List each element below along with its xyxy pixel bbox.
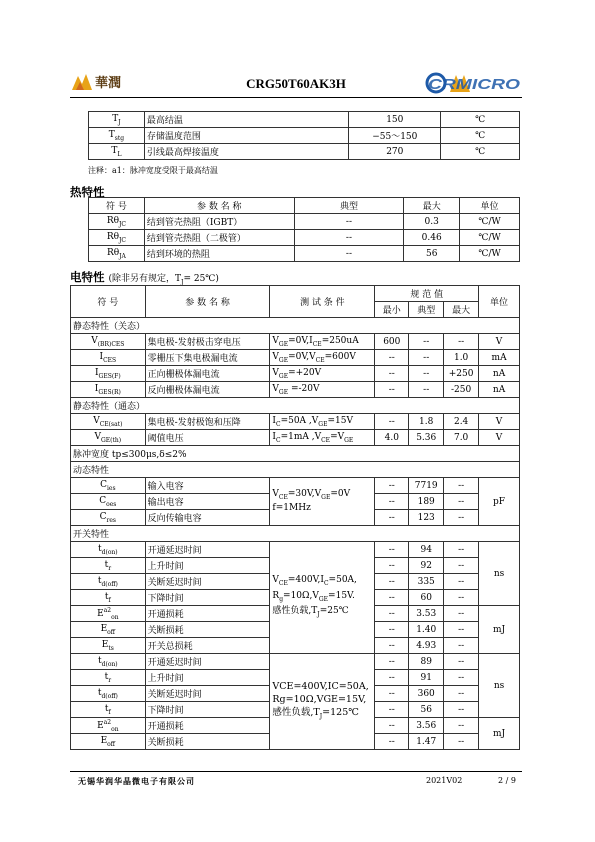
symbol-cell xyxy=(71,606,146,622)
thermal-section-title: 热特性 xyxy=(70,185,105,199)
param-cell: 开通损耗 xyxy=(145,718,270,734)
min-cell: -- xyxy=(375,558,409,574)
value-cell: 150 xyxy=(349,112,441,128)
param-cell: 关断延迟时间 xyxy=(145,574,270,590)
footer-company: 无锡华润华晶微电子有限公司 xyxy=(78,777,195,786)
footnote: 注释：a1：脉冲宽度受限于最高结温 xyxy=(88,166,218,175)
column-header: 最小 xyxy=(375,302,409,318)
typ-cell: 56 xyxy=(409,702,444,718)
symbol-cell xyxy=(71,718,146,734)
unit-cell: pF xyxy=(479,478,520,526)
logo-left-text: 華潤 xyxy=(95,76,122,91)
table-row xyxy=(71,430,520,446)
min-cell: -- xyxy=(375,718,409,734)
unit-cell: ns xyxy=(479,654,520,718)
symbol-cell xyxy=(71,334,146,350)
typ-cell: -- xyxy=(294,230,404,246)
section-label: 动态特性 xyxy=(71,462,520,478)
param-cell: 最高结温 xyxy=(144,112,349,128)
min-cell: -- xyxy=(375,494,409,510)
min-cell: -- xyxy=(375,590,409,606)
typ-cell: 3.53 xyxy=(409,606,444,622)
min-cell: -- xyxy=(375,654,409,670)
max-cell: -- xyxy=(444,622,479,638)
symbol: $E_{off}$ xyxy=(100,623,116,636)
typ-cell: 123 xyxy=(409,510,444,526)
typ-cell: 92 xyxy=(409,558,444,574)
symbol-cell xyxy=(71,494,146,510)
company-logo-right xyxy=(424,70,522,96)
symbol-cell xyxy=(71,510,146,526)
unit-cell: V xyxy=(479,334,520,350)
symbol: $t_{d(on)}$ xyxy=(98,543,118,556)
unit-cell: mJ xyxy=(479,718,520,750)
param-cell: 关断损耗 xyxy=(145,622,270,638)
typ-cell: 1.8 xyxy=(409,414,444,430)
value-cell: 270 xyxy=(349,144,441,160)
symbol-cell xyxy=(71,478,146,494)
typ-cell: 94 xyxy=(409,542,444,558)
min-cell: -- xyxy=(375,606,409,622)
symbol-cell xyxy=(71,702,146,718)
param-cell: 上升时间 xyxy=(145,670,270,686)
table-row xyxy=(89,246,520,262)
table-row xyxy=(89,214,520,230)
min-cell: -- xyxy=(375,366,409,382)
section-label: 脉冲宽度 tp≤300μs,δ≤2% xyxy=(71,446,520,462)
symbol-cell xyxy=(71,654,146,670)
table-row xyxy=(71,366,520,382)
max-cell: -- xyxy=(444,654,479,670)
symbol-cell xyxy=(89,112,145,128)
symbol: $t_{d(off)}$ xyxy=(97,575,118,588)
param-cell: 结到环境的热阻 xyxy=(144,246,294,262)
condition-cell: $I_C=1mA$ $,V_{CE}=V_{GE}$ xyxy=(270,430,375,446)
typ-cell: -- xyxy=(409,334,444,350)
min-cell: 600 xyxy=(375,334,409,350)
symbol: $E_{ts}$ xyxy=(101,639,114,652)
max-cell: -- xyxy=(444,334,479,350)
column-header: 规 范 值 xyxy=(375,286,479,302)
symbol-cell xyxy=(71,542,146,558)
typ-cell: 5.36 xyxy=(409,430,444,446)
column-header: 符 号 xyxy=(89,198,145,214)
column-header: 单位 xyxy=(479,286,520,318)
symbol: $V_{(BR)CES}$ xyxy=(91,335,125,348)
symbol-cell xyxy=(71,686,146,702)
condition-cell: $V_{GE}=0V,V_{CE}=600V$ xyxy=(270,350,375,366)
param-cell: 输出电容 xyxy=(145,494,270,510)
param-cell: 正向栅极体漏电流 xyxy=(145,366,270,382)
symbol-cell xyxy=(89,144,145,160)
column-header: 典型 xyxy=(409,302,444,318)
max-cell: -- xyxy=(444,574,479,590)
param-cell: 反向栅极体漏电流 xyxy=(145,382,270,398)
symbol: $R\theta_{JC}$ xyxy=(106,231,127,244)
table-row xyxy=(71,654,520,670)
table-row xyxy=(71,478,520,494)
condition-cell: $I_C=50A$ $,V_{GE}=15V$ xyxy=(270,414,375,430)
condition-cell: $V_{CE}=400V,I_C=50A$, $R_g=10\Omega,V_{GE}=15V$. 感性负载$,T_J=25℃$ xyxy=(270,542,375,654)
typ-cell: -- xyxy=(409,350,444,366)
column-header: 典型 xyxy=(294,198,404,214)
param-cell: 零栅压下集电极漏电流 xyxy=(145,350,270,366)
unit-cell: V xyxy=(479,414,520,430)
section-label: 静态特性（关态） xyxy=(71,318,520,334)
max-cell: -- xyxy=(444,734,479,750)
typ-cell: -- xyxy=(294,214,404,230)
symbol-cell xyxy=(71,430,146,446)
typ-cell: 360 xyxy=(409,686,444,702)
column-header: 最大 xyxy=(404,198,460,214)
table-row xyxy=(89,128,520,144)
symbol-cell xyxy=(71,414,146,430)
symbol: $T_J$ xyxy=(112,113,121,126)
section-row xyxy=(71,398,520,414)
param-cell: 集电极-发射极击穿电压 xyxy=(145,334,270,350)
symbol: $T_{stg}$ xyxy=(108,129,125,142)
typ-cell: 4.93 xyxy=(409,638,444,654)
section-row xyxy=(71,526,520,542)
column-header: 符 号 xyxy=(71,286,146,318)
symbol: $E^{a2}_{on}$ xyxy=(97,718,119,733)
min-cell: -- xyxy=(375,350,409,366)
typ-cell: 1.47 xyxy=(409,734,444,750)
footer-version: 2021V02 xyxy=(426,776,463,785)
typ-cell: 3.56 xyxy=(409,718,444,734)
condition-cell: VCE=400V,IC=50A, Rg=10Ω,VGE=15V, 感性负载$,T_J=125℃$ xyxy=(270,654,375,750)
table-row xyxy=(89,144,520,160)
symbol-cell xyxy=(71,622,146,638)
min-cell: -- xyxy=(375,734,409,750)
thermal-table xyxy=(88,197,520,262)
min-cell: -- xyxy=(375,478,409,494)
symbol: $C_{oes}$ xyxy=(99,495,117,508)
min-cell: -- xyxy=(375,622,409,638)
param-cell: 集电极-发射极饱和压降 xyxy=(145,414,270,430)
unit-cell: ℃ xyxy=(441,144,520,160)
max-cell: -- xyxy=(444,606,479,622)
table-row xyxy=(71,334,520,350)
symbol-cell xyxy=(71,670,146,686)
table-row xyxy=(89,230,520,246)
param-cell: 结到管壳热阻（二极管） xyxy=(144,230,294,246)
param-cell: 反向传输电容 xyxy=(145,510,270,526)
param-cell: 关断延迟时间 xyxy=(145,686,270,702)
typ-cell: -- xyxy=(294,246,404,262)
symbol: $E_{off}$ xyxy=(100,735,116,748)
max-cell: -- xyxy=(444,510,479,526)
max-cell: -- xyxy=(444,494,479,510)
max-cell: 0.3 xyxy=(404,214,460,230)
param-cell: 开关总损耗 xyxy=(145,638,270,654)
param-cell: 存储温度范围 xyxy=(144,128,349,144)
symbol: $I_{CES}$ xyxy=(99,351,117,364)
symbol-cell xyxy=(71,734,146,750)
param-cell: 关断损耗 xyxy=(145,734,270,750)
table-row xyxy=(71,542,520,558)
max-cell: -- xyxy=(444,686,479,702)
symbol: $t_f$ xyxy=(104,703,111,716)
max-cell: -250 xyxy=(444,382,479,398)
symbol-cell xyxy=(89,128,145,144)
min-cell: 4.0 xyxy=(375,430,409,446)
typ-cell: -- xyxy=(409,366,444,382)
param-cell: 开通延迟时间 xyxy=(145,654,270,670)
typ-cell: 89 xyxy=(409,654,444,670)
symbol: $I_{GES(R)}$ xyxy=(94,383,121,396)
header-rule xyxy=(70,97,522,98)
symbol-cell xyxy=(71,382,146,398)
param-cell: 引线最高焊接温度 xyxy=(144,144,349,160)
column-header: 参 数 名 称 xyxy=(144,198,294,214)
unit-cell: ℃ xyxy=(441,112,520,128)
typ-cell: 60 xyxy=(409,590,444,606)
symbol-cell xyxy=(71,558,146,574)
section-label: 静态特性（通态） xyxy=(71,398,520,414)
min-cell: -- xyxy=(375,638,409,654)
unit-cell: mJ xyxy=(479,606,520,654)
symbol-cell xyxy=(71,590,146,606)
min-cell: -- xyxy=(375,510,409,526)
typ-cell: 1.40 xyxy=(409,622,444,638)
symbol: $t_{d(off)}$ xyxy=(97,687,118,700)
table-row xyxy=(89,112,520,128)
symbol: $V_{GE(th)}$ xyxy=(94,431,122,444)
footer-page-number: 2 / 9 xyxy=(498,776,516,785)
electrical-title: 电特性 xyxy=(70,270,105,284)
symbol-cell xyxy=(89,230,145,246)
table-header-row xyxy=(89,198,520,214)
unit-cell: V xyxy=(479,430,520,446)
table-row xyxy=(71,350,520,366)
param-cell: 下降时间 xyxy=(145,702,270,718)
max-cell: -- xyxy=(444,702,479,718)
symbol: $R\theta_{JA}$ xyxy=(106,247,126,260)
condition-cell: $V_{GE}=0V,I_{CE}=250uA$ xyxy=(270,334,375,350)
typ-cell: 91 xyxy=(409,670,444,686)
logo-right-text: CRMICRO xyxy=(428,76,521,93)
symbol-cell xyxy=(89,246,145,262)
unit-cell: ns xyxy=(479,542,520,606)
param-cell: 阈值电压 xyxy=(145,430,270,446)
typ-cell: 189 xyxy=(409,494,444,510)
symbol-cell xyxy=(71,366,146,382)
condition-cell: $V_{CE}=30V,V_{GE}=0V$ f=1MHz xyxy=(270,478,375,526)
table-row xyxy=(71,382,520,398)
max-cell: 0.46 xyxy=(404,230,460,246)
section-row xyxy=(71,446,520,462)
min-cell: -- xyxy=(375,702,409,718)
symbol-cell xyxy=(89,214,145,230)
unit-cell: nA xyxy=(479,382,520,398)
max-cell: +250 xyxy=(444,366,479,382)
unit-cell: nA xyxy=(479,366,520,382)
symbol: $t_f$ xyxy=(104,591,111,604)
max-cell: -- xyxy=(444,670,479,686)
max-cell: 56 xyxy=(404,246,460,262)
param-cell: 上升时间 xyxy=(145,558,270,574)
param-cell: 结到管壳热阻（IGBT） xyxy=(144,214,294,230)
condition-cell: $V_{GE}=+20V$ xyxy=(270,366,375,382)
min-cell: -- xyxy=(375,686,409,702)
max-cell: -- xyxy=(444,542,479,558)
electrical-section-title xyxy=(70,269,219,286)
min-cell: -- xyxy=(375,382,409,398)
symbol: $t_r$ xyxy=(104,559,112,572)
min-cell: -- xyxy=(375,670,409,686)
unit-cell: ℃/W xyxy=(460,214,520,230)
min-cell: -- xyxy=(375,574,409,590)
section-label: 开关特性 xyxy=(71,526,520,542)
max-cell: -- xyxy=(444,590,479,606)
condition-cell: $V_{GE} =-20V$ xyxy=(270,382,375,398)
max-cell: -- xyxy=(444,718,479,734)
symbol: $E^{a2}_{on}$ xyxy=(97,606,119,621)
unit-cell: mA xyxy=(479,350,520,366)
section-row xyxy=(71,318,520,334)
typ-cell: 335 xyxy=(409,574,444,590)
footer-rule xyxy=(70,771,522,772)
min-cell: -- xyxy=(375,414,409,430)
max-cell: 2.4 xyxy=(444,414,479,430)
table-header-row xyxy=(71,286,520,302)
document-title: CRG50T60AK3H xyxy=(246,76,346,91)
typ-cell: -- xyxy=(409,382,444,398)
symbol-cell xyxy=(71,574,146,590)
unit-cell: ℃/W xyxy=(460,246,520,262)
symbol: $I_{GES(F)}$ xyxy=(94,367,121,380)
column-header: 最大 xyxy=(444,302,479,318)
column-header: 参 数 名 称 xyxy=(145,286,270,318)
symbol: $V_{CE(sat)}$ xyxy=(93,415,123,428)
max-cell: 1.0 xyxy=(444,350,479,366)
max-cell: 7.0 xyxy=(444,430,479,446)
param-cell: 开通延迟时间 xyxy=(145,542,270,558)
column-header: 测 试 条 件 xyxy=(270,286,375,318)
symbol: $T_L$ xyxy=(111,145,122,158)
unit-cell: ℃/W xyxy=(460,230,520,246)
param-cell: 开通损耗 xyxy=(145,606,270,622)
symbol: $C_{ies}$ xyxy=(100,479,116,492)
min-cell: -- xyxy=(375,542,409,558)
column-header: 单位 xyxy=(460,198,520,214)
symbol: $t_{d(on)}$ xyxy=(98,655,118,668)
symbol-cell xyxy=(71,350,146,366)
symbol: $R\theta_{JC}$ xyxy=(106,215,127,228)
typ-cell: 7719 xyxy=(409,478,444,494)
symbol: $t_r$ xyxy=(104,671,112,684)
section-row xyxy=(71,462,520,478)
max-cell: -- xyxy=(444,638,479,654)
max-cell: -- xyxy=(444,558,479,574)
table-row xyxy=(71,414,520,430)
param-cell: 输入电容 xyxy=(145,478,270,494)
max-cell: -- xyxy=(444,478,479,494)
electrical-subtitle: (除非另有规定，$T_J=$ 25℃) xyxy=(108,274,219,286)
value-cell: −55～150 xyxy=(349,128,441,144)
symbol: $C_{res}$ xyxy=(99,511,117,524)
electrical-table xyxy=(70,285,520,750)
page-header xyxy=(70,66,522,98)
param-cell: 下降时间 xyxy=(145,590,270,606)
symbol-cell xyxy=(71,638,146,654)
unit-cell: ℃ xyxy=(441,128,520,144)
max-ratings-table xyxy=(88,111,520,160)
